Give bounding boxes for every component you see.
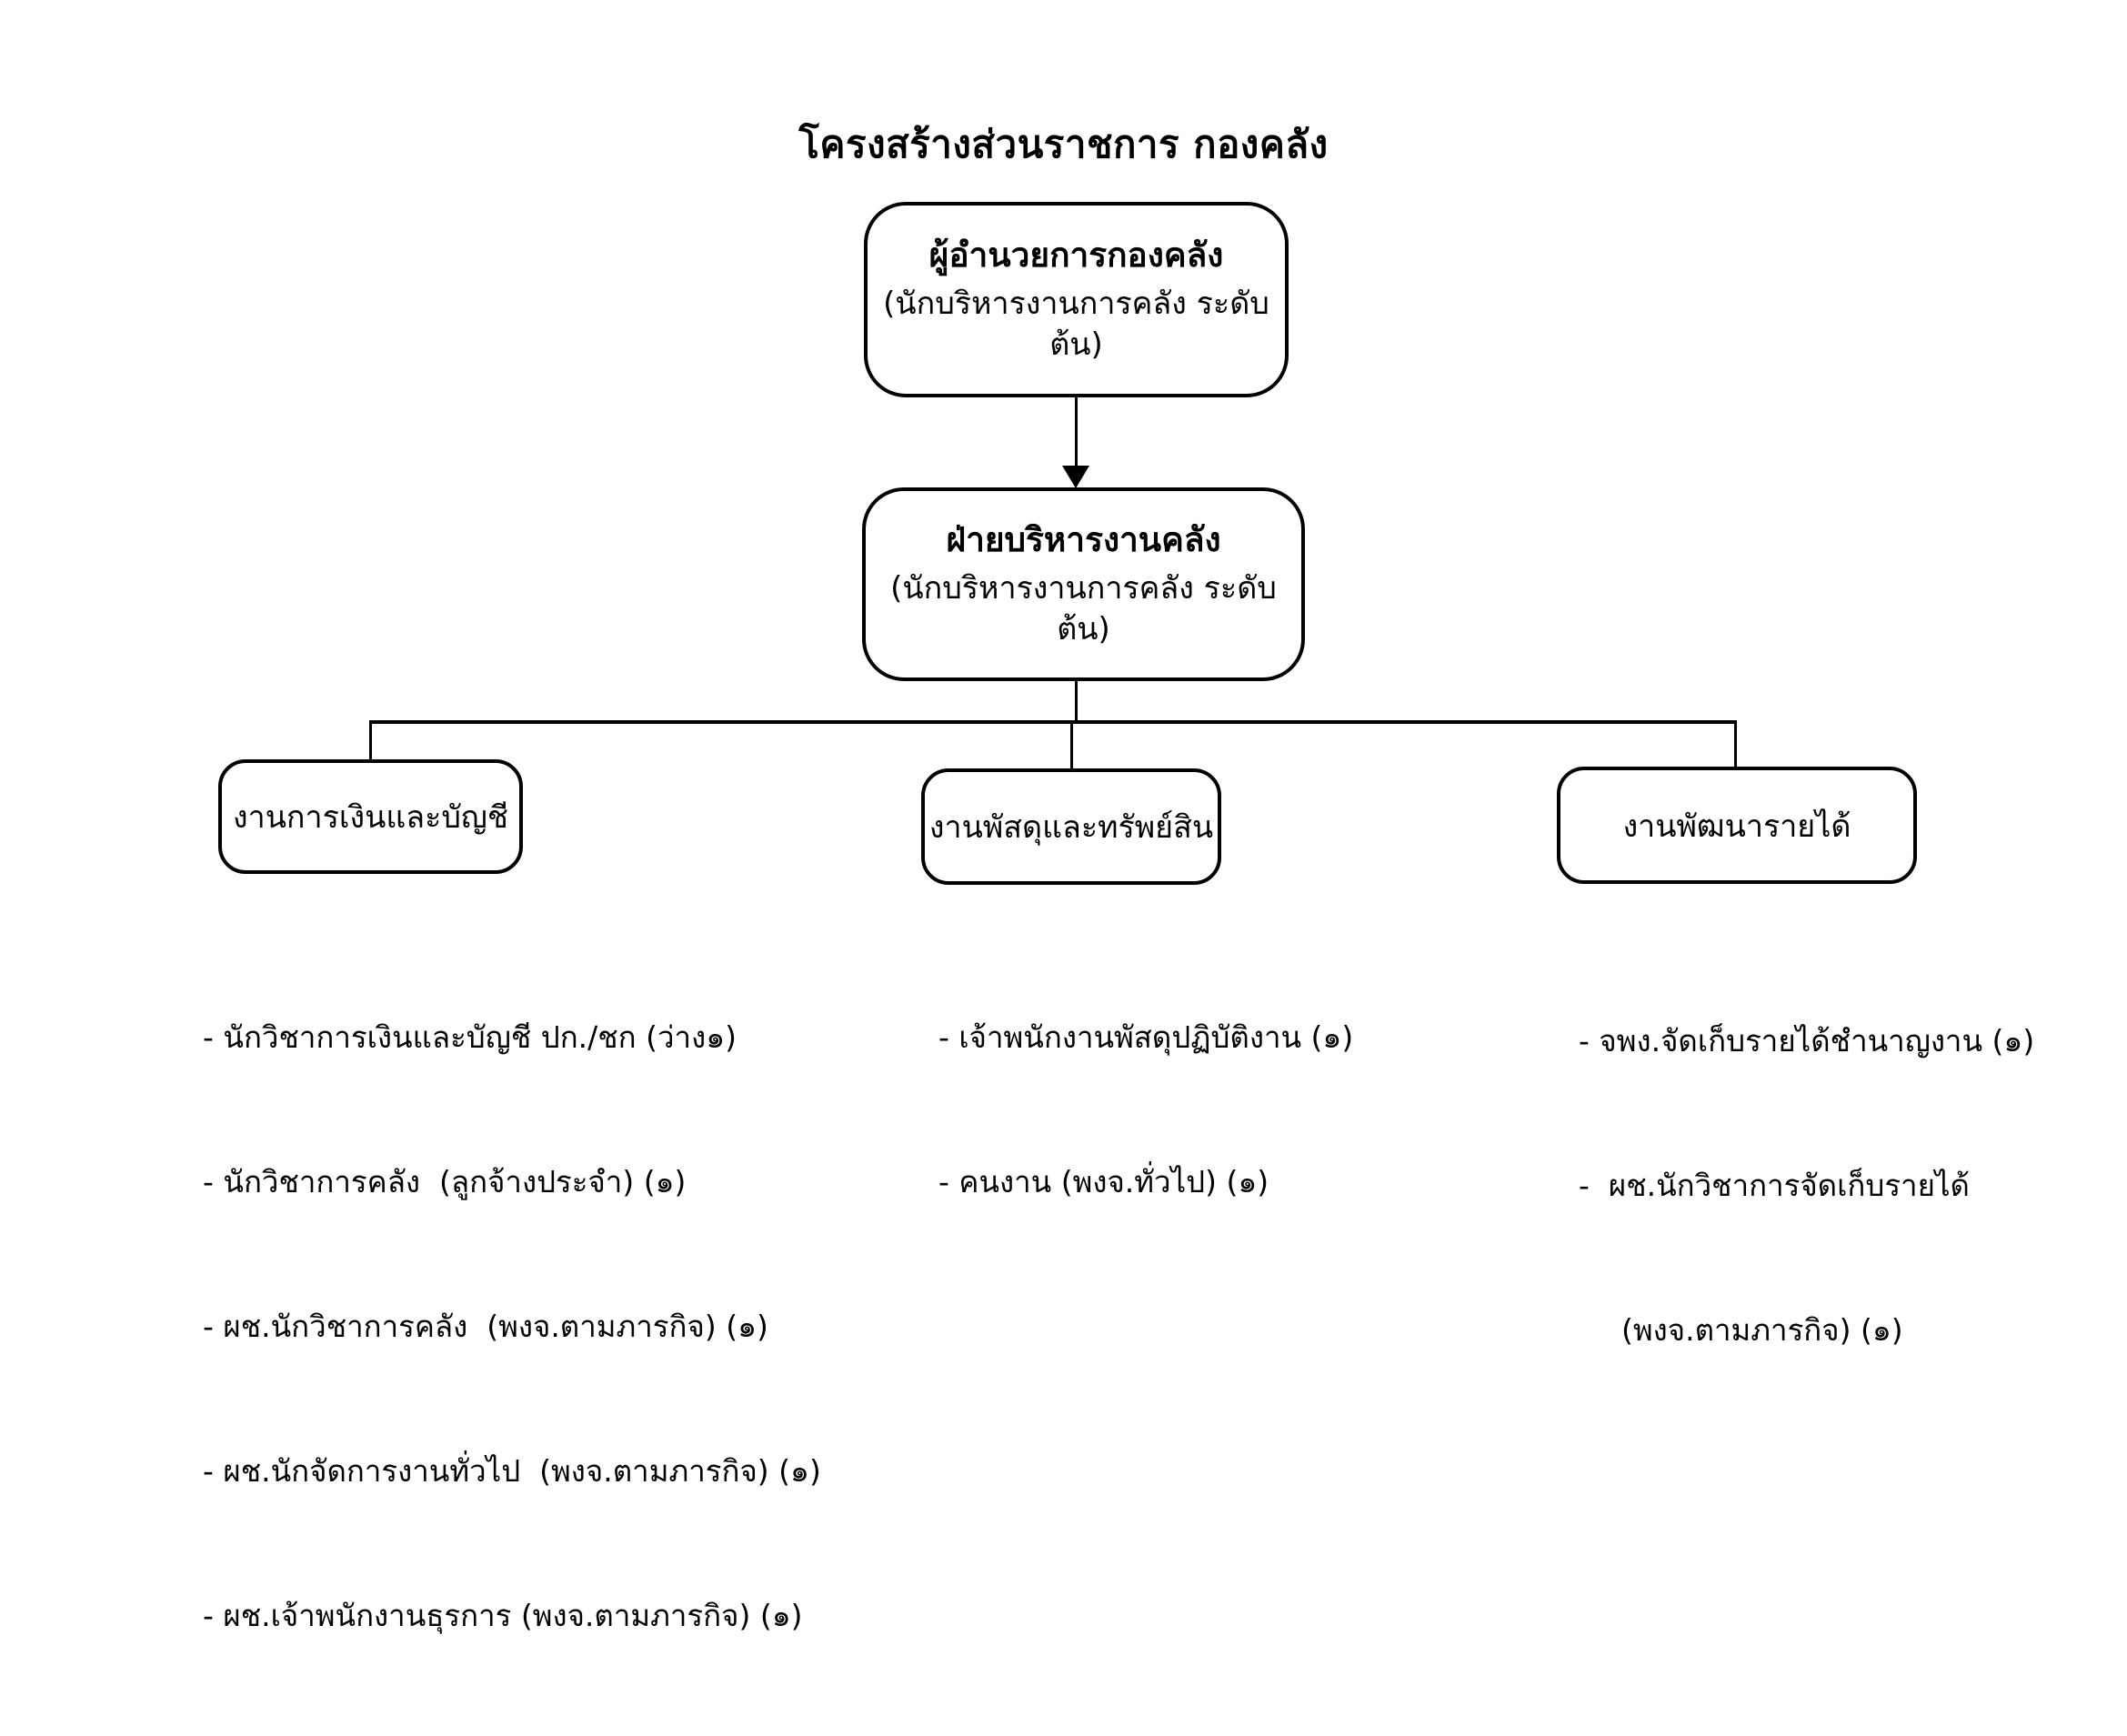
staff-list-revenue (1579, 920, 2034, 1450)
node-division (862, 487, 1305, 681)
staff-item: - ผช.นักวิชาการจัดเก็บรายได้ (1579, 1168, 1970, 1203)
division-detail: (นักบริหารงานการคลัง ระดับต้น) (890, 569, 1277, 648)
connector-drop-finance (369, 720, 372, 760)
division-name: ฝ่ายบริหารงานคลัง (946, 519, 1221, 559)
section-supplies-label: งานพัสดุและทรัพย์สิน (928, 809, 1214, 846)
staff-list-supplies (938, 917, 1353, 1302)
staff-item: - นักวิชาการเงินและบัญชี ปก./ชก (ว่าง๑) (203, 1019, 737, 1055)
connector-drop-supplies (1070, 720, 1073, 769)
staff-item: - ผช.นักจัดการงานทั่วไป (พงจ.ตามภารกิจ) (๑) (203, 1453, 821, 1489)
staff-item: (พงจ.ตามภารกิจ) (๑) (1621, 1312, 1903, 1348)
staff-item: - นักวิชาการคลัง (ลูกจ้างประจำ) (๑) (203, 1164, 687, 1199)
staff-item: - ผช.เจ้าพนักงานธุรการ (พงจ.ตามภารกิจ) (๑) (203, 1598, 803, 1633)
node-section-supplies (921, 768, 1221, 885)
connector-drop-revenue (1734, 720, 1737, 768)
director-detail: (นักบริหารงานการคลัง ระดับต้น) (883, 285, 1269, 364)
connector-horizontal (369, 720, 1737, 724)
staff-item: - จพง.จัดเก็บรายได้ชำนาญงาน (๑) (1579, 1023, 2035, 1059)
section-finance-label: งานการเงินและบัญชี (233, 799, 508, 836)
staff-item: - ผช.นักวิชาการคลัง (พงจ.ตามภารกิจ) (๑) (203, 1309, 768, 1344)
arrow-line (1075, 397, 1078, 470)
director-name: ผู้อำนวยการกองคลัง (928, 235, 1224, 275)
chart-title: โครงสร้างส่วนราชการ กองคลัง (798, 122, 1329, 166)
connector-riser (1075, 681, 1078, 722)
staff-item: - เจ้าพนักงานพัสดุปฏิบัติงาน (๑) (938, 1019, 1354, 1055)
node-section-finance (218, 759, 523, 874)
node-director (864, 202, 1289, 397)
arrow-head-icon (1062, 466, 1089, 488)
section-revenue-label: งานพัฒนารายได้ (1622, 808, 1851, 845)
staff-list-finance (203, 917, 821, 1736)
node-section-revenue (1557, 767, 1917, 884)
staff-item: - คนงาน (พงจ.ทั่วไป) (๑) (938, 1164, 1269, 1199)
